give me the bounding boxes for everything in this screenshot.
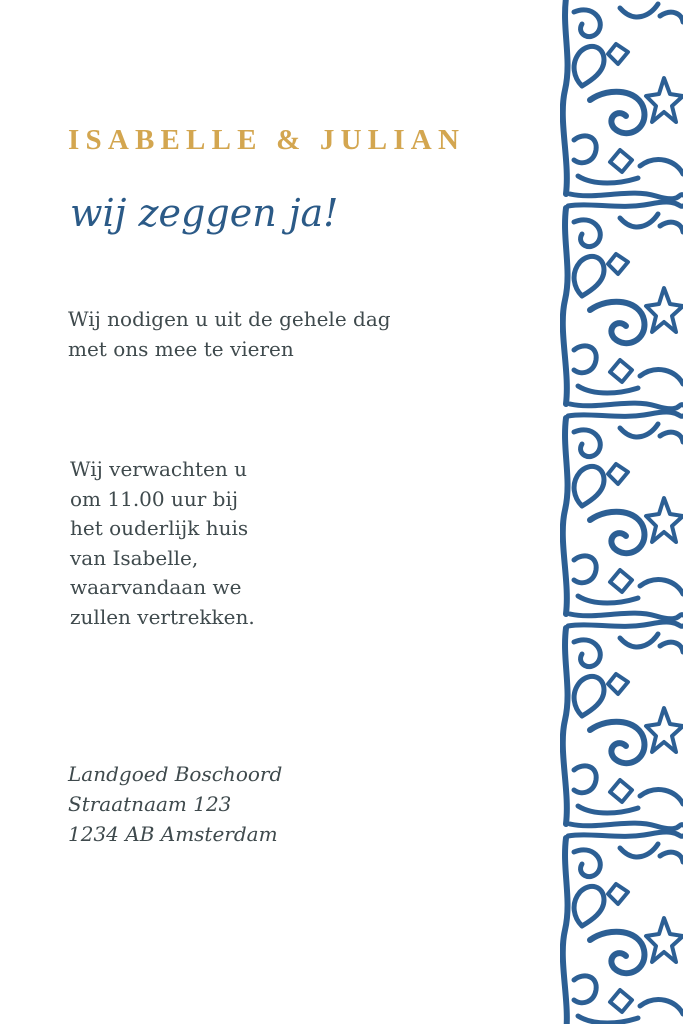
details-line: het ouderlijk huis <box>70 516 249 541</box>
address-line: Straatnaam 123 <box>68 792 232 816</box>
tile-ornament <box>563 0 683 199</box>
details-line: zullen vertrekken. <box>70 604 255 629</box>
tagline-text: wij zeggen ja! <box>70 191 339 235</box>
couple-names: ISABELLE & JULIAN <box>68 124 466 156</box>
details-line: van Isabelle, <box>70 545 199 570</box>
details-line: Wij verwachten u <box>70 457 247 481</box>
tile-pattern-icon <box>560 0 683 1024</box>
tile-ornament <box>563 412 683 619</box>
invite-line: met ons mee te vieren <box>68 337 294 361</box>
invite-text <box>68 304 391 364</box>
venue-address <box>68 759 282 849</box>
tile-border <box>560 0 683 1024</box>
event-details <box>70 455 255 633</box>
tagline-script <box>66 182 386 258</box>
details-line: waarvandaan we <box>70 575 242 600</box>
address-line: 1234 AB Amsterdam <box>68 822 278 846</box>
address-line: Landgoed Boschoord <box>68 762 283 786</box>
tile-ornament <box>563 832 683 1024</box>
details-line: om 11.00 uur bij <box>70 486 239 511</box>
invite-line: Wij nodigen u uit de gehele dag <box>68 307 391 331</box>
tile-ornament <box>563 202 683 409</box>
tile-ornament <box>563 622 683 829</box>
